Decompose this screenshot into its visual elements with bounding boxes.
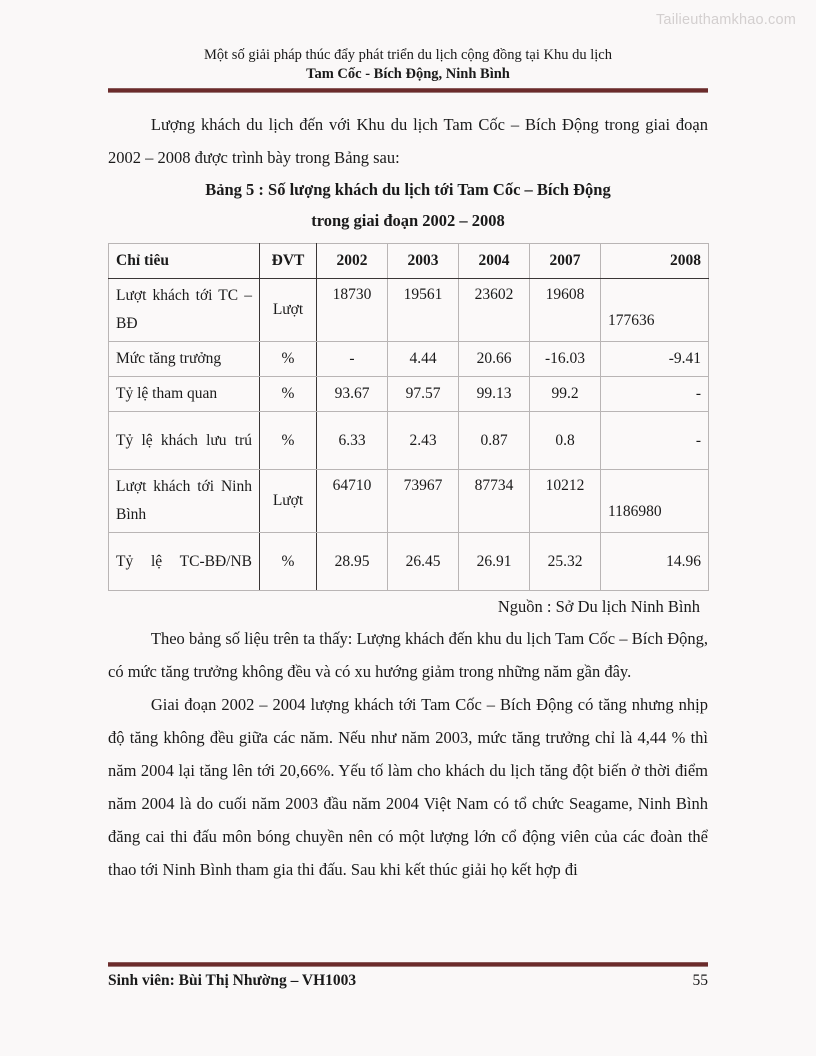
footer-page-number: 55 xyxy=(692,972,708,989)
row-unit: % xyxy=(260,412,317,470)
tourism-statistics-table xyxy=(108,243,709,591)
header-cell-unit: ĐVT xyxy=(260,244,317,279)
cell-2008: 177636 xyxy=(601,279,709,342)
cell-2002: 93.67 xyxy=(317,377,388,412)
cell-2003: 2.43 xyxy=(388,412,459,470)
row-label: Tỷ lệ tham quan xyxy=(109,377,260,412)
table-title-line-1: Bảng 5 : Số lượng khách du lịch tới Tam Cốc – Bích Động xyxy=(205,180,611,199)
cell-2004: 0.87 xyxy=(459,412,530,470)
cell-2004: 26.91 xyxy=(459,533,530,591)
row-unit: Lượt xyxy=(260,470,317,533)
watermark-text: Tailieuthamkhao.com xyxy=(655,12,796,28)
cell-2002: 6.33 xyxy=(317,412,388,470)
cell-2003: 4.44 xyxy=(388,342,459,377)
table-row xyxy=(109,533,709,591)
row-label: Mức tăng trưởng xyxy=(109,342,260,377)
row-label: Tỷ lệ TC-BĐ/NB xyxy=(109,533,260,591)
cell-2004: 23602 xyxy=(459,279,530,342)
table-row xyxy=(109,342,709,377)
cell-2002: 28.95 xyxy=(317,533,388,591)
running-footer xyxy=(108,972,708,990)
header-line-2: Tam Cốc - Bích Động, Ninh Bình xyxy=(306,66,510,82)
cell-2007: 25.32 xyxy=(530,533,601,591)
cell-2004: 20.66 xyxy=(459,342,530,377)
table-row xyxy=(109,412,709,470)
table-row xyxy=(109,377,709,412)
intro-paragraph: Lượng khách du lịch đến với Khu du lịch Tam Cốc – Bích Động trong giai đoạn 2002 – 2008 được trình bày trong Bảng sau: xyxy=(108,115,708,167)
cell-2007: 0.8 xyxy=(530,412,601,470)
header-cell-indicator: Chỉ tiêu xyxy=(109,244,260,279)
table-source-note: Nguồn : Sở Du lịch Ninh Bình xyxy=(497,597,700,616)
table-header-row xyxy=(109,244,709,279)
cell-2003: 19561 xyxy=(388,279,459,342)
cell-2002: 64710 xyxy=(317,470,388,533)
table-row xyxy=(109,279,709,342)
cell-2008: -9.41 xyxy=(601,342,709,377)
cell-2003: 73967 xyxy=(388,470,459,533)
cell-2008: - xyxy=(601,412,709,470)
header-cell-2002: 2002 xyxy=(317,244,388,279)
cell-2007: -16.03 xyxy=(530,342,601,377)
row-label: Lượt khách tới Ninh Bình xyxy=(109,470,260,533)
row-label: Tỷ lệ khách lưu trú xyxy=(109,412,260,470)
footer-student-name: Sinh viên: Bùi Thị Nhường – VH1003 xyxy=(108,972,357,989)
cell-2003: 97.57 xyxy=(388,377,459,412)
cell-2008: - xyxy=(601,377,709,412)
header-cell-2003: 2003 xyxy=(388,244,459,279)
header-rule xyxy=(108,88,708,93)
cell-2002: - xyxy=(317,342,388,377)
body-paragraph-1: Theo bảng số liệu trên ta thấy: Lượng khách đến khu du lịch Tam Cốc – Bích Động, có mức tăng trưởng không đều và có xu hướng giảm trong những năm gần đây. xyxy=(108,629,708,681)
running-header xyxy=(108,46,708,84)
cell-2007: 99.2 xyxy=(530,377,601,412)
table-title-line-2: trong giai đoạn 2002 – 2008 xyxy=(311,211,505,230)
cell-2004: 99.13 xyxy=(459,377,530,412)
cell-2004: 87734 xyxy=(459,470,530,533)
cell-2007: 19608 xyxy=(530,279,601,342)
row-unit: Lượt xyxy=(260,279,317,342)
row-label: Lượt khách tới TC – BĐ xyxy=(109,279,260,342)
body-paragraph-2: Giai đoạn 2002 – 2004 lượng khách tới Tam Cốc – Bích Động có tăng nhưng nhịp độ tăng không đều giữa các năm. Nếu như năm 2003, mức tăng trưởng chỉ là 4,44 % thì năm 2004 lại tăng lên tới 20,66%. Yếu tố làm cho khách du lịch tăng đột biến ở thời điểm năm 2004 là do cuối năm 2003 đầu năm 2004 Việt Nam có tổ chức Seagame, Ninh Bình đăng cai thi đấu môn bóng chuyền nên có một lượng lớn cổ động viên của các đoàn thể thao tới Ninh Bình tham gia thi đấu. Sau khi kết thúc giải họ kết hợp đi xyxy=(108,695,708,879)
row-unit: % xyxy=(260,342,317,377)
cell-2002: 18730 xyxy=(317,279,388,342)
header-cell-2007: 2007 xyxy=(530,244,601,279)
header-line-1: Một số giải pháp thúc đẩy phát triển du lịch cộng đồng tại Khu du lịch xyxy=(204,47,612,63)
cell-2008: 14.96 xyxy=(601,533,709,591)
header-cell-2008: 2008 xyxy=(601,244,709,279)
row-unit: % xyxy=(260,533,317,591)
table-row xyxy=(109,470,709,533)
cell-2007: 10212 xyxy=(530,470,601,533)
footer-rule xyxy=(108,962,708,967)
cell-2008: 1186980 xyxy=(601,470,709,533)
cell-2003: 26.45 xyxy=(388,533,459,591)
row-unit: % xyxy=(260,377,317,412)
header-cell-2004: 2004 xyxy=(459,244,530,279)
page-content xyxy=(108,108,708,886)
